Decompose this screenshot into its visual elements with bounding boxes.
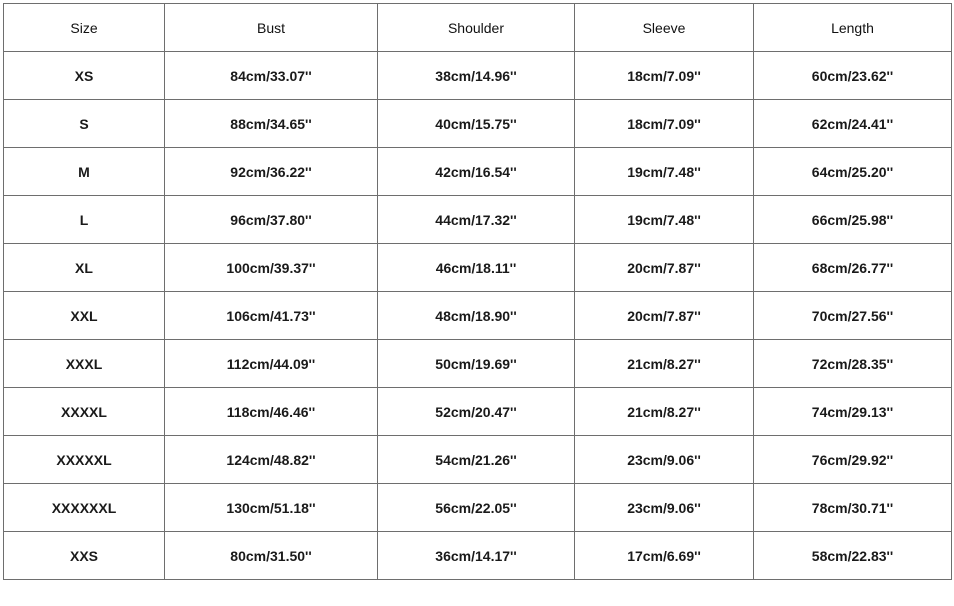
cell-sleeve: 20cm/7.87'' bbox=[575, 292, 754, 340]
cell-shoulder: 36cm/14.17'' bbox=[378, 532, 575, 580]
cell-bust: 106cm/41.73'' bbox=[165, 292, 378, 340]
table-row bbox=[4, 436, 952, 484]
cell-length: 78cm/30.71'' bbox=[754, 484, 952, 532]
cell-sleeve: 19cm/7.48'' bbox=[575, 196, 754, 244]
cell-size: XXXL bbox=[4, 340, 165, 388]
cell-bust: 84cm/33.07'' bbox=[165, 52, 378, 100]
table-header bbox=[4, 4, 952, 52]
table-row bbox=[4, 196, 952, 244]
cell-size: S bbox=[4, 100, 165, 148]
table-row bbox=[4, 532, 952, 580]
header-row bbox=[4, 4, 952, 52]
cell-length: 76cm/29.92'' bbox=[754, 436, 952, 484]
cell-bust: 92cm/36.22'' bbox=[165, 148, 378, 196]
cell-size: L bbox=[4, 196, 165, 244]
table-body bbox=[4, 52, 952, 580]
cell-sleeve: 20cm/7.87'' bbox=[575, 244, 754, 292]
table-row bbox=[4, 148, 952, 196]
cell-size: XXXXL bbox=[4, 388, 165, 436]
cell-bust: 88cm/34.65'' bbox=[165, 100, 378, 148]
cell-size: M bbox=[4, 148, 165, 196]
cell-bust: 80cm/31.50'' bbox=[165, 532, 378, 580]
cell-length: 62cm/24.41'' bbox=[754, 100, 952, 148]
cell-sleeve: 18cm/7.09'' bbox=[575, 100, 754, 148]
cell-shoulder: 42cm/16.54'' bbox=[378, 148, 575, 196]
cell-sleeve: 23cm/9.06'' bbox=[575, 436, 754, 484]
cell-length: 70cm/27.56'' bbox=[754, 292, 952, 340]
table-row bbox=[4, 100, 952, 148]
table-row bbox=[4, 340, 952, 388]
cell-sleeve: 23cm/9.06'' bbox=[575, 484, 754, 532]
header-shoulder: Shoulder bbox=[378, 4, 575, 52]
cell-length: 58cm/22.83'' bbox=[754, 532, 952, 580]
table-row bbox=[4, 292, 952, 340]
cell-shoulder: 54cm/21.26'' bbox=[378, 436, 575, 484]
cell-length: 64cm/25.20'' bbox=[754, 148, 952, 196]
cell-length: 72cm/28.35'' bbox=[754, 340, 952, 388]
cell-sleeve: 21cm/8.27'' bbox=[575, 388, 754, 436]
cell-size: XXS bbox=[4, 532, 165, 580]
cell-size: XXXXXL bbox=[4, 436, 165, 484]
cell-shoulder: 48cm/18.90'' bbox=[378, 292, 575, 340]
cell-sleeve: 19cm/7.48'' bbox=[575, 148, 754, 196]
cell-sleeve: 17cm/6.69'' bbox=[575, 532, 754, 580]
cell-size: XL bbox=[4, 244, 165, 292]
cell-length: 74cm/29.13'' bbox=[754, 388, 952, 436]
cell-size: XS bbox=[4, 52, 165, 100]
cell-length: 66cm/25.98'' bbox=[754, 196, 952, 244]
table-row bbox=[4, 388, 952, 436]
header-size: Size bbox=[4, 4, 165, 52]
cell-shoulder: 38cm/14.96'' bbox=[378, 52, 575, 100]
cell-bust: 130cm/51.18'' bbox=[165, 484, 378, 532]
cell-bust: 112cm/44.09'' bbox=[165, 340, 378, 388]
cell-bust: 124cm/48.82'' bbox=[165, 436, 378, 484]
cell-sleeve: 18cm/7.09'' bbox=[575, 52, 754, 100]
cell-shoulder: 50cm/19.69'' bbox=[378, 340, 575, 388]
cell-size: XXL bbox=[4, 292, 165, 340]
header-sleeve: Sleeve bbox=[575, 4, 754, 52]
cell-shoulder: 40cm/15.75'' bbox=[378, 100, 575, 148]
table-row bbox=[4, 52, 952, 100]
table-row bbox=[4, 244, 952, 292]
cell-bust: 100cm/39.37'' bbox=[165, 244, 378, 292]
header-length: Length bbox=[754, 4, 952, 52]
cell-shoulder: 46cm/18.11'' bbox=[378, 244, 575, 292]
cell-size: XXXXXXL bbox=[4, 484, 165, 532]
cell-bust: 118cm/46.46'' bbox=[165, 388, 378, 436]
cell-shoulder: 52cm/20.47'' bbox=[378, 388, 575, 436]
cell-length: 68cm/26.77'' bbox=[754, 244, 952, 292]
cell-bust: 96cm/37.80'' bbox=[165, 196, 378, 244]
table-row bbox=[4, 484, 952, 532]
cell-shoulder: 44cm/17.32'' bbox=[378, 196, 575, 244]
cell-shoulder: 56cm/22.05'' bbox=[378, 484, 575, 532]
size-chart-table bbox=[3, 3, 952, 580]
cell-sleeve: 21cm/8.27'' bbox=[575, 340, 754, 388]
cell-length: 60cm/23.62'' bbox=[754, 52, 952, 100]
header-bust: Bust bbox=[165, 4, 378, 52]
